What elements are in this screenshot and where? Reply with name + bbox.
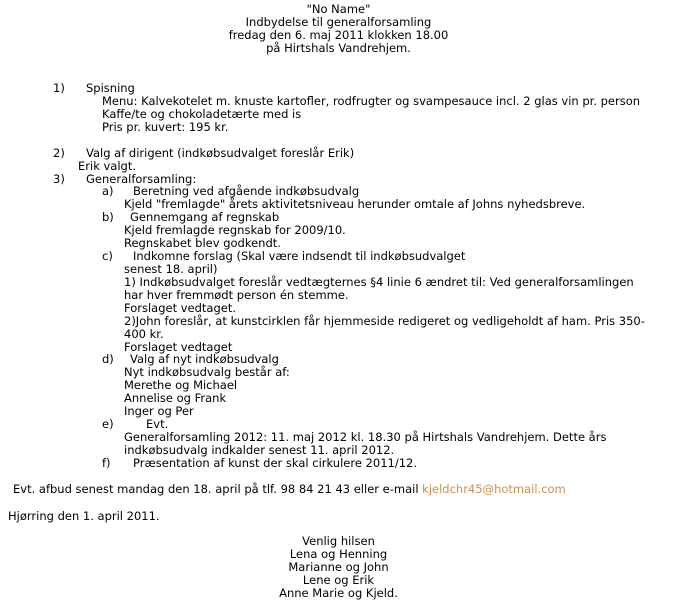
committee-pair: Inger og Per <box>124 404 194 418</box>
subitem-letter: a) <box>102 184 114 198</box>
subitem-letter: e) <box>102 417 114 431</box>
subitem-text: Kjeld "fremlagde" årets aktivitetsniveau herunder omtale af Johns nyhedsbreve. <box>124 197 586 211</box>
item-number: 1) <box>53 81 65 95</box>
doc-place-line: på Hirtshals Vandrehjem. <box>266 41 411 55</box>
subitem-title: Valg af nyt indkøbsudvalg <box>130 352 279 366</box>
subitem-text: Kjeld fremlagde regnskab for 2009/10. <box>124 223 346 237</box>
committee-pair: Merethe og Michael <box>124 378 238 392</box>
subitem-title: Evt. <box>146 417 169 431</box>
proposal-result: Forslaget vedtaget. <box>124 301 237 315</box>
signature-name: Anne Marie og Kjeld. <box>279 586 398 600</box>
subitem-title: Præsentation af kunst der skal cirkulere 2011/12. <box>133 456 417 470</box>
subitem-text: Generalforsamling 2012: 11. maj 2012 kl. 18.30 på Hirtshals Vandrehjem. Dette års <box>124 430 607 444</box>
menu-line: Menu: Kalvekotelet m. knuste kartofler, rodfrugter og svampesauce incl. 2 glas vin pr. person <box>102 94 641 108</box>
item-title: Valg af dirigent (indkøbsudvalget foreslår Erik) <box>86 146 355 160</box>
signature-name: Marianne og John <box>288 560 389 574</box>
rsvp-line <box>13 483 566 496</box>
subitem-letter: b) <box>102 210 114 224</box>
subitem-text: indkøbsudvalg indkalder senest 11. april 2012. <box>124 443 395 457</box>
dessert-line: Kaffe/te og chokoladetærte med is <box>102 107 302 121</box>
signature-name: Lena og Henning <box>289 547 388 561</box>
subitem-letter: c) <box>102 249 113 263</box>
place-date: Hjørring den 1. april 2011. <box>8 509 160 523</box>
subitem-text: senest 18. april) <box>124 262 218 276</box>
proposal-result: Forslaget vedtaget <box>124 340 233 354</box>
proposal-text: har hver fremmødt person én stemme. <box>124 288 349 302</box>
subitem-letter: f) <box>102 456 111 470</box>
doc-date-line: fredag den 6. maj 2011 klokken 18.00 <box>228 28 449 42</box>
subitem-title: Beretning ved afgående indkøbsudvalg <box>133 184 360 198</box>
item-title: Spisning <box>86 81 135 95</box>
closing-greeting: Venlig hilsen <box>302 534 375 548</box>
item-number: 3) <box>53 172 65 186</box>
subitem-letter: d) <box>102 352 114 366</box>
rsvp-text: Evt. afbud senest mandag den 18. april på tlf. 98 84 21 43 eller e-mail <box>13 482 419 496</box>
committee-pair: Annelise og Frank <box>124 391 227 405</box>
subitem-title: Indkomne forslag (Skal være indsendt til indkøbsudvalget <box>133 249 466 263</box>
subitem-text: Nyt indkøbsudvalg består af: <box>124 365 290 379</box>
proposal-text: 400 kr. <box>124 327 164 341</box>
item-number: 2) <box>53 146 65 160</box>
signature-name: Lene og Erik <box>302 573 375 587</box>
item-result: Erik valgt. <box>78 159 137 173</box>
proposal-text: 1) Indkøbsudvalget foreslår vedtægternes §4 linie 6 ændret til: Ved generalforsamlingen <box>124 275 634 289</box>
doc-subtitle: Indbydelse til generalforsamling <box>245 15 432 29</box>
subitem-title: Gennemgang af regnskab <box>130 210 280 224</box>
item-title: Generalforsamling: <box>86 172 197 186</box>
email-link[interactable]: kjeldchr45@hotmail.com <box>422 482 566 496</box>
proposal-text: 2)John foreslår, at kunstcirklen får hjemmeside redigeret og vedligeholdt af ham. Pris 350- <box>124 314 645 328</box>
subitem-text: Regnskabet blev godkendt. <box>124 236 281 250</box>
price-line: Pris pr. kuvert: 195 kr. <box>102 120 229 134</box>
doc-title: "No Name" <box>306 2 371 16</box>
